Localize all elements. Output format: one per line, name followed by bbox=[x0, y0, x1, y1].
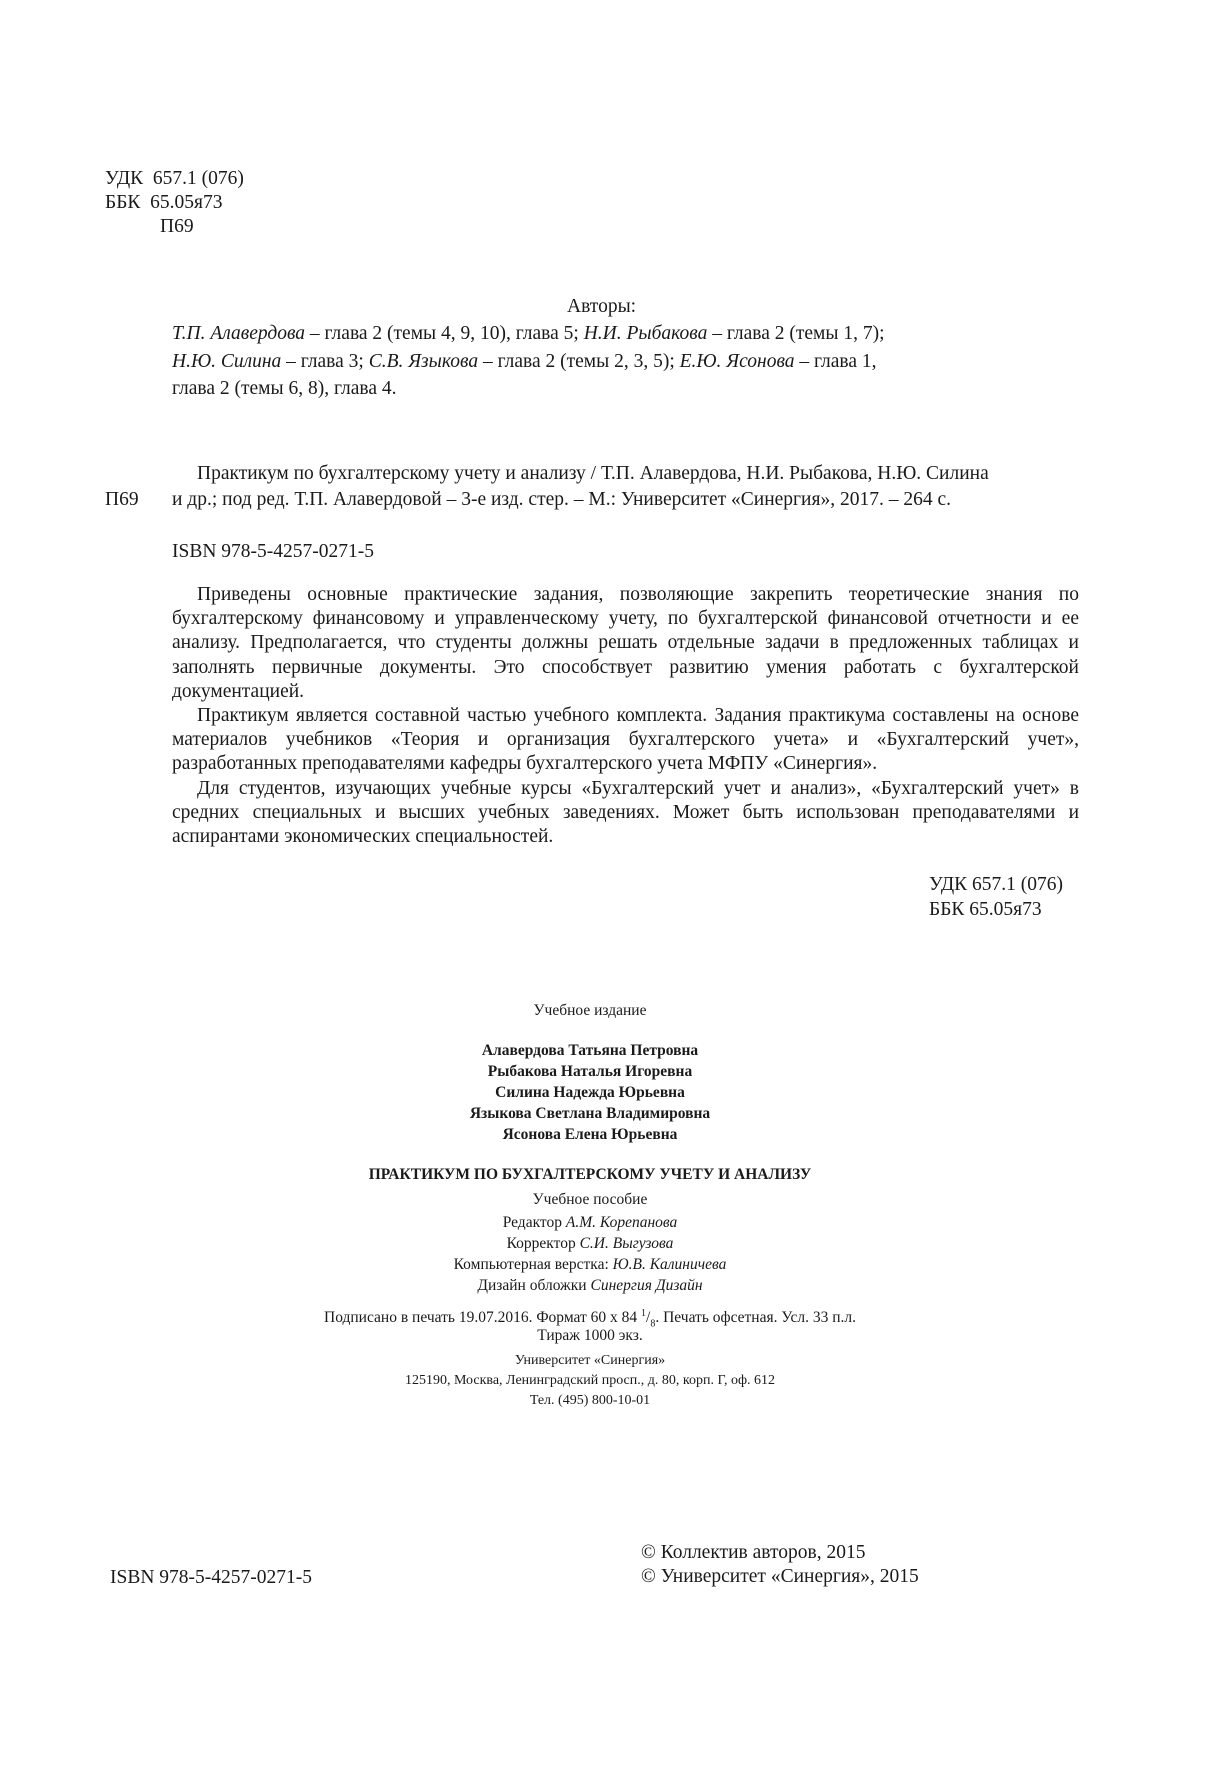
proofreader-label: Корректор bbox=[506, 1235, 580, 1252]
bibliography-line-1: Практикум по бухгалтерскому учету и анализу / Т.П. Алавердова, Н.И. Рыбакова, Н.Ю. Силина bbox=[197, 463, 989, 484]
authors-line-3: глава 2 (темы 6, 8), глава 4. bbox=[172, 378, 397, 399]
udk-line bbox=[105, 167, 244, 191]
layout-label: Компьютерная верстка: bbox=[453, 1256, 613, 1273]
author-chapters: – глава 2 (темы 4, 9, 10), глава 5; bbox=[305, 323, 584, 344]
editor-label: Редактор bbox=[502, 1214, 566, 1231]
copyright-authors: © Коллектив авторов, 2015 bbox=[641, 1542, 866, 1563]
publisher-address: 125190, Москва, Ленинградский просп., д. 80, корп. Г, оф. 612 bbox=[404, 1373, 776, 1388]
publisher-name: Университет «Синергия» bbox=[514, 1353, 666, 1368]
authors-line-2 bbox=[172, 350, 877, 374]
author-full-name: Языкова Светлана Владимировна bbox=[469, 1105, 711, 1122]
authors-heading: Авторы: bbox=[567, 296, 637, 317]
book-subtitle: Учебное пособие bbox=[532, 1191, 648, 1208]
author-name: Е.Ю. Ясонова bbox=[679, 351, 795, 372]
publisher-phone: Тел. (495) 800-10-01 bbox=[529, 1393, 651, 1408]
editor-line bbox=[0, 1212, 1180, 1233]
author-chapters: – глава 1, bbox=[794, 351, 877, 372]
author-name: Т.П. Алавердова bbox=[172, 323, 306, 344]
abstract-paragraph: Приведены основные практические задания, позволяющие закрепить теоретические знания по бухгалтерскому финансовому и управленческому учету, по бухгалтерской финансовой отчетности и ее анализу. Предполагается, что студенты должны решать отдельные задачи в предложенных таблицах и заполнять первичные документы. Это способствует развитию умения работать с бухгалтерской документацией. bbox=[172, 584, 1079, 702]
proofreader-name: С.И. Выгузова bbox=[579, 1235, 674, 1252]
bbk-label: ББК bbox=[105, 192, 141, 213]
editor-name: А.М. Корепанова bbox=[565, 1214, 678, 1231]
authors-line-1 bbox=[172, 322, 885, 346]
udk-value: 657.1 (076) bbox=[152, 168, 244, 189]
abstract-paragraph: Для студентов, изучающих учебные курсы «Бухгалтерский учет и анализ», «Бухгалтерский учет» в средних специальных и высших учебных заведениях. Может быть использован преподавателями и аспирантами экономических специальностей. bbox=[172, 777, 1079, 848]
author-chapters: – глава 3; bbox=[281, 351, 369, 372]
author-full-name: Ясонова Елена Юрьевна bbox=[502, 1126, 678, 1143]
udk-label: УДК bbox=[105, 168, 144, 189]
copyright-publisher: © Университет «Синергия», 2015 bbox=[641, 1566, 919, 1587]
bibliography-mark: П69 bbox=[105, 489, 139, 510]
bbk-value: 65.05я73 bbox=[150, 192, 223, 213]
footer-isbn: ISBN 978-5-4257-0271-5 bbox=[110, 1567, 313, 1588]
bbk-line bbox=[105, 191, 223, 215]
book-title: ПРАКТИКУМ ПО БУХГАЛТЕРСКОМУ УЧЕТУ И АНАЛИЗУ bbox=[368, 1166, 812, 1183]
cover-design-line bbox=[0, 1275, 1180, 1296]
bbk-repeat: ББК 65.05я73 bbox=[929, 899, 1042, 920]
author-name: Н.И. Рыбакова bbox=[583, 323, 708, 344]
udk-repeat: УДК 657.1 (076) bbox=[929, 874, 1064, 895]
print-details-a: Подписано в печать 19.07.2016. Формат 60 х 84 bbox=[324, 1309, 642, 1327]
bibliography-isbn: ISBN 978-5-4257-0271-5 bbox=[172, 541, 375, 562]
cover-name: Синергия Дизайн bbox=[590, 1277, 703, 1294]
author-full-name: Алавердова Татьяна Петровна bbox=[481, 1042, 699, 1059]
layout-name: Ю.В. Калиничева bbox=[612, 1256, 727, 1273]
author-mark: П69 bbox=[160, 216, 194, 237]
edition-type: Учебное издание bbox=[533, 1002, 647, 1019]
author-name: С.В. Языкова bbox=[368, 351, 479, 372]
format-fraction-denominator: 8 bbox=[650, 1318, 656, 1330]
abstract bbox=[172, 583, 1079, 849]
format-fraction-numerator: 1 bbox=[641, 1308, 647, 1319]
abstract-paragraph: Практикум является составной частью учебного комплекта. Задания практикума составлены на основе материалов учебников «Теория и организация бухгалтерского учета» и «Бухгалтерский учет», разработанных преподавателями кафедры бухгалтерского учета МФПУ «Синергия». bbox=[172, 705, 1079, 775]
print-run: Тираж 1000 экз. bbox=[537, 1327, 643, 1344]
cover-label: Дизайн обложки bbox=[477, 1277, 591, 1294]
author-name: Н.Ю. Силина bbox=[172, 351, 282, 372]
author-full-name: Силина Надежда Юрьевна bbox=[495, 1084, 685, 1101]
layout-line bbox=[0, 1254, 1180, 1275]
print-details-b: . Печать офсетная. Усл. 33 п.л. bbox=[655, 1309, 856, 1327]
author-full-name: Рыбакова Наталья Игоревна bbox=[487, 1063, 693, 1080]
proofreader-line bbox=[0, 1233, 1180, 1254]
author-chapters: – глава 2 (темы 1, 7); bbox=[707, 323, 885, 344]
author-chapters: – глава 2 (темы 2, 3, 5); bbox=[478, 351, 680, 372]
bibliography-line-2: и др.; под ред. Т.П. Алавердовой – 3-е изд. стер. – М.: Университет «Синергия», 2017. – 264 с. bbox=[172, 489, 951, 510]
print-details: Подписано в печать 19.07.2016. Формат 60 х 84 $^1/_8$. Печать офсетная. Усл. 33 п.л. bbox=[324, 1308, 856, 1330]
